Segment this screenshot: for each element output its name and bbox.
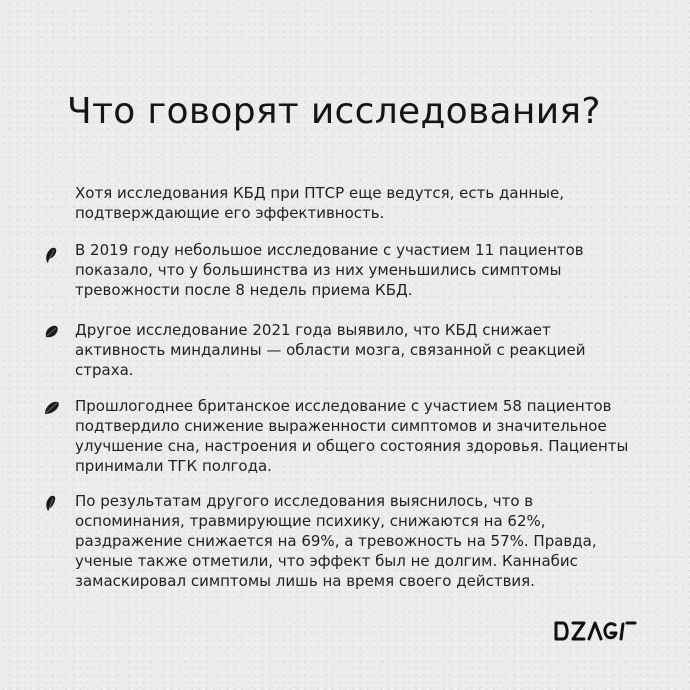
leaf-icon <box>43 494 61 512</box>
intro-paragraph: Хотя исследования КБД при ПТСР еще ведутся, есть данные, подтверждающие его эффективность. <box>75 184 565 222</box>
list-item: Прошлогоднее британское исследование с участием 58 пациентов подтвердило снижение выраженности симптомов и значительное улучшение сна, настроения и общего состояния здоровья. Пациенты принимали ТГК полгода. <box>75 397 629 475</box>
brand-logo <box>553 620 637 642</box>
list-item: В 2019 году небольшое исследование с участием 11 пациентов показало, что у большинства из них уменьшились симптомы тревожности после 8 недель приема КБД. <box>75 241 584 299</box>
page-title: Что говорят исследования? <box>67 91 601 132</box>
leaf-icon <box>43 323 61 341</box>
list-item: По результатам другого исследования выяснилось, что в оспоминания, травмирующие психику, снижаются на 62%, раздражение снижается на 69%, а тревожность на 57%. Правда, ученые также отметили, что эффект был не долгим. Каннабис замаскировал симптомы лишь на время своего действия. <box>75 492 597 590</box>
leaf-icon <box>43 399 61 417</box>
list-item: Другое исследование 2021 года выявило, что КБД снижает активность миндалины — области мозга, связанной с реакцией страха. <box>75 321 586 379</box>
leaf-icon <box>43 246 61 264</box>
